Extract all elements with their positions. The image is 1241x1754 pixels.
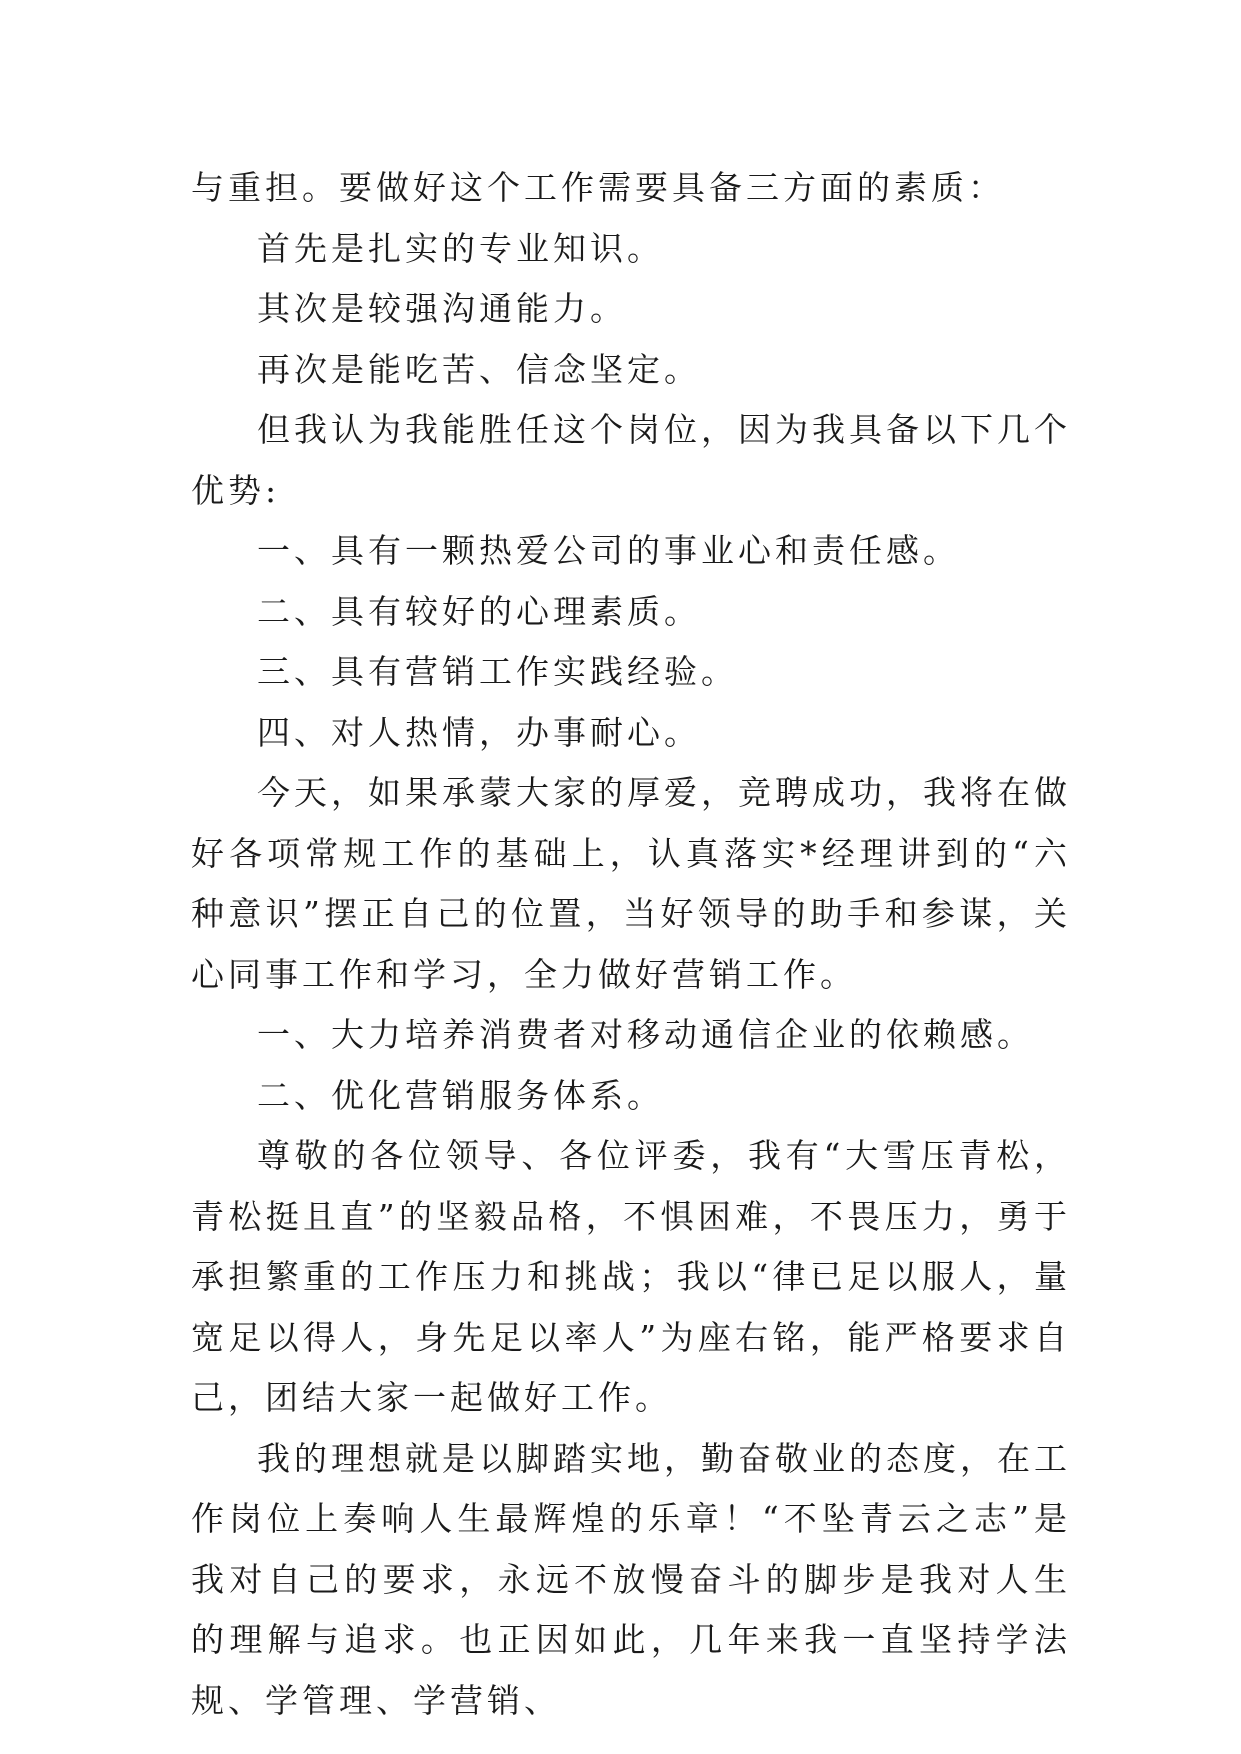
paragraph: 我的理想就是以脚踏实地，勤奋敬业的态度，在工作岗位上奏响人生最辉煌的乐章！“不坠青云之志”是我对自己的要求，永远不放慢奋斗的脚步是我对人生的理解与追求。也正因如此，几年来我一直坚持学法规、学管理、学营销、 — [191, 1438, 1071, 1720]
paragraph: 与重担。要做好这个工作需要具备三方面的素质： — [191, 168, 1005, 207]
paragraph: 首先是扎实的专业知识。 — [257, 228, 664, 268]
paragraph: 但我认为我能胜任这个岗位，因为我具备以下几个优势: — [191, 410, 1071, 510]
document-body — [191, 158, 1071, 1731]
paragraph: 其次是较强沟通能力。 — [257, 289, 627, 328]
paragraph: 一、具有一颗热爱公司的事业心和责任感。 — [257, 531, 960, 570]
paragraph: 二、优化营销服务体系。 — [257, 1075, 664, 1115]
paragraph: 四、对人热情，办事耐心。 — [257, 712, 701, 752]
paragraph: 三、具有营销工作实践经验。 — [257, 652, 738, 691]
paragraph: 再次是能吃苦、信念坚定。 — [257, 349, 701, 389]
paragraph: 尊敬的各位领导、各位评委，我有“大雪压青松，青松挺且直”的坚毅品格，不惧困难，不畏压力，勇于承担繁重的工作压力和挑战；我以“律已足以服人，量宽足以得人，身先足以率人”为座右铭，能严格要求自己，团结大家一起做好工作。 — [191, 1136, 1071, 1417]
paragraph: 一、大力培养消费者对移动通信企业的依赖感。 — [257, 1015, 1034, 1054]
paragraph: 二、具有较好的心理素质。 — [257, 591, 701, 631]
paragraph: 今天，如果承蒙大家的厚爱，竞聘成功，我将在做好各项常规工作的基础上，认真落实*经理讲到的“六种意识”摆正自己的位置，当好领导的助手和参谋，关心同事工作和学习，全力做好营销工作。 — [191, 773, 1071, 994]
